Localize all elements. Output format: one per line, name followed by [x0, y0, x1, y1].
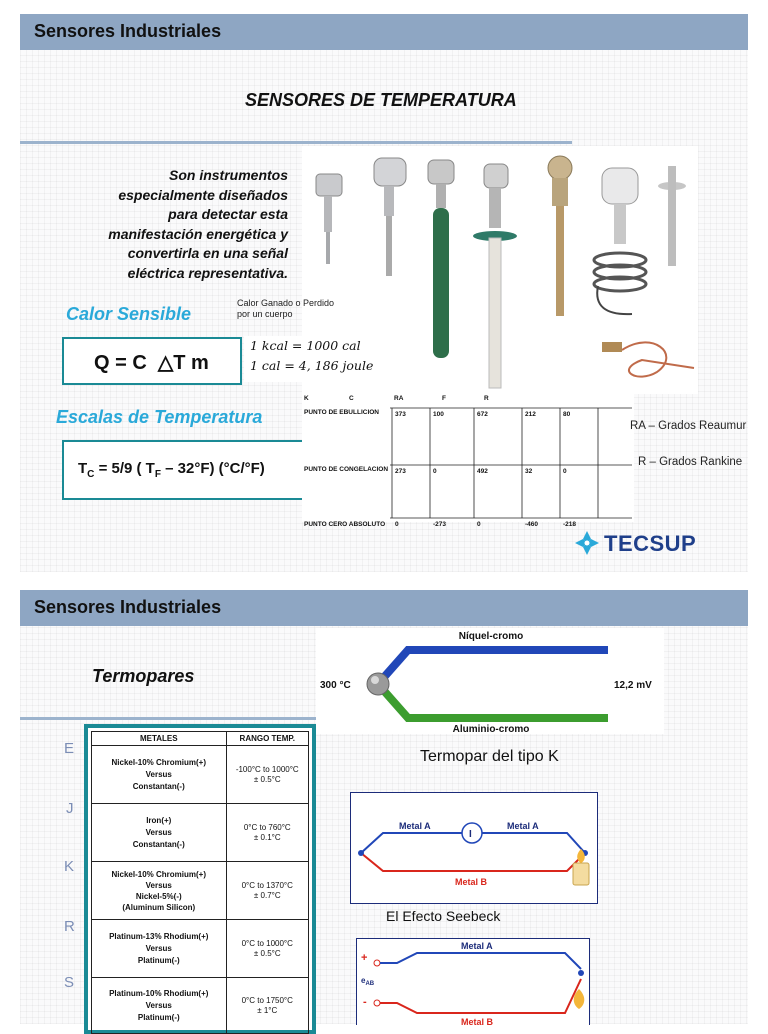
calor-note-line: Calor Ganado o Perdido [237, 298, 335, 308]
scales-table [302, 394, 634, 528]
formula-box [62, 337, 242, 385]
title-rule [20, 141, 572, 144]
metal-line: Nickel-10% Chromium(+) [111, 869, 206, 879]
equation-kcal: 1 kcal = 1000 cal [250, 338, 361, 353]
range-line: ± 1°C [257, 1005, 278, 1015]
scale-value: 0 [433, 468, 437, 475]
range-line: 0°C to 1000°C [241, 938, 293, 948]
unit-equations [244, 336, 386, 382]
metal-line: Constantan(-) [132, 839, 185, 849]
metal-a-label: Metal A [461, 941, 493, 951]
nickel-chrome-label: Níquel-cromo [458, 631, 524, 642]
range-line: 0°C to 1750°C [241, 995, 293, 1005]
plus-terminal-label: + [361, 952, 368, 964]
table-row [92, 746, 309, 804]
table-row [92, 804, 309, 862]
type-letter-e: E [64, 740, 75, 757]
seebeck-diagram [350, 792, 598, 904]
intro-line: Son instrumentos [168, 167, 288, 183]
slide-termopares [20, 590, 748, 1027]
emf-label-main: e [361, 976, 366, 985]
scale-value: 0 [477, 521, 481, 528]
voltage-label: 12,2 mV [614, 680, 652, 691]
range-line: ± 0.1°C [253, 832, 281, 842]
metal-line: Platinum-10% Rhodium(+) [109, 988, 209, 998]
metal-line: Platinum-13% Rhodium(+) [109, 931, 209, 941]
calor-note-line: por un cuerpo [237, 309, 293, 319]
intro-line: eléctrica representativa. [127, 264, 288, 281]
calor-note [237, 298, 334, 320]
title-rule [20, 717, 318, 720]
metal-line: Versus [145, 827, 172, 837]
formula-text: Q = C △T m [94, 352, 209, 374]
scale-value: -273 [433, 521, 447, 528]
tecsup-logo-text: TECSUP [604, 531, 697, 556]
metal-line: (Aluminum Silicon) [122, 902, 196, 912]
scale-row-label: PUNTO CERO ABSOLUTO [304, 521, 386, 528]
escalas-title: Escalas de Temperatura [56, 407, 263, 427]
metal-a-label: Metal A [507, 821, 539, 831]
scale-value: 32 [525, 468, 533, 475]
range-line: 0°C to 1370°C [241, 880, 293, 890]
scale-value: -218 [563, 521, 577, 528]
scale-row-label: PUNTO DE EBULLICION [304, 409, 379, 416]
range-line: ± 0.7°C [253, 890, 281, 900]
scale-value: 0 [395, 521, 399, 528]
range-line: -100°C to 1000°C [235, 764, 299, 774]
slide-title: Termopares [92, 666, 195, 686]
scale-row-label: PUNTO DE CONGELACION [304, 466, 389, 473]
conversion-formula: $T_C = 5/9$ ( $T_F - 32^\circ F$) (°C/°F) [78, 460, 265, 480]
metal-b-label: Metal B [461, 1017, 494, 1027]
intro-line: convertirla en una señal [127, 245, 288, 261]
emf-label [361, 976, 375, 987]
metal-line: Versus [145, 769, 172, 779]
svg-text:I: I [469, 829, 472, 840]
metal-line: Platinum(-) [137, 955, 180, 965]
legend-rankine: R – Grados Rankine [638, 456, 743, 468]
junction-temp-label: 300 °C [320, 680, 351, 691]
slide-title: SENSORES DE TEMPERATURA [245, 90, 517, 110]
scale-value: 373 [395, 411, 406, 418]
intro-text [60, 166, 288, 283]
slide-header [20, 14, 748, 50]
minus-terminal-label: - [363, 996, 367, 1008]
col-header-rango: RANGO TEMP. [226, 732, 308, 746]
metal-b-label: Metal B [455, 877, 488, 887]
scale-value: 0 [563, 468, 567, 475]
intro-line: manifestación energética y [108, 225, 288, 242]
seebeck-emf-diagram [356, 938, 590, 1025]
metal-line: Platinum(-) [137, 1012, 180, 1022]
legend-reaumur: RA – Grados Reaumur [630, 420, 747, 432]
scale-value: 273 [395, 468, 406, 475]
conversion-box [62, 440, 316, 500]
metal-line: Versus [145, 1000, 172, 1010]
scale-header-k: K [304, 395, 309, 402]
scale-header-ra: RA [394, 395, 404, 402]
table-row [92, 920, 309, 978]
range-line: ± 0.5°C [253, 948, 281, 958]
type-letter-j: J [66, 800, 74, 817]
col-header-metales: METALES [92, 732, 227, 746]
tecsup-logo-icon [574, 530, 600, 556]
header-title: Sensores Industriales [34, 597, 222, 617]
scale-value: 212 [525, 411, 536, 418]
range-line: ± 0.5°C [253, 774, 281, 784]
scale-header-r: R [484, 395, 489, 402]
type-k-diagram [316, 628, 664, 734]
scale-value: -460 [525, 521, 539, 528]
calor-sensible-title: Calor Sensible [66, 304, 192, 324]
metal-line: Versus [145, 943, 172, 953]
intro-line: para detectar esta [168, 206, 288, 222]
metal-a-label: Metal A [399, 821, 431, 831]
table-row [92, 978, 309, 1034]
metal-line: Nickel-10% Chromium(+) [111, 757, 206, 767]
type-k-caption: Termopar del tipo K [420, 748, 559, 765]
type-letter-s: S [64, 974, 75, 991]
emf-label-sub: AB [365, 981, 375, 987]
scale-header-c: C [349, 395, 354, 402]
scale-value: 80 [563, 411, 571, 418]
seebeck-caption: El Efecto Seebeck [386, 908, 501, 924]
aluminum-chrome-label: Aluminio-cromo [452, 724, 530, 735]
metal-line: Versus [145, 880, 172, 890]
scale-value: 492 [477, 468, 488, 475]
range-line: 0°C to 760°C [243, 822, 291, 832]
slide-header [20, 590, 748, 626]
intro-line: especialmente diseñados [118, 186, 288, 203]
metal-line: Nickel-5%(-) [135, 891, 182, 901]
thermocouple-table [84, 724, 316, 1034]
header-title: Sensores Industriales [34, 21, 222, 41]
metal-line: Constantan(-) [132, 781, 185, 791]
metal-line: Iron(+) [146, 815, 172, 825]
scale-header-f: F [442, 395, 446, 402]
scale-value: 100 [433, 411, 444, 418]
slide-sensores-temperatura [20, 14, 748, 572]
table-row [92, 862, 309, 920]
scale-value: 672 [477, 411, 488, 418]
type-letter-r: R [64, 918, 75, 935]
type-letter-k: K [64, 858, 75, 875]
equation-joule: 1 cal = 4, 186 joule [250, 358, 374, 373]
